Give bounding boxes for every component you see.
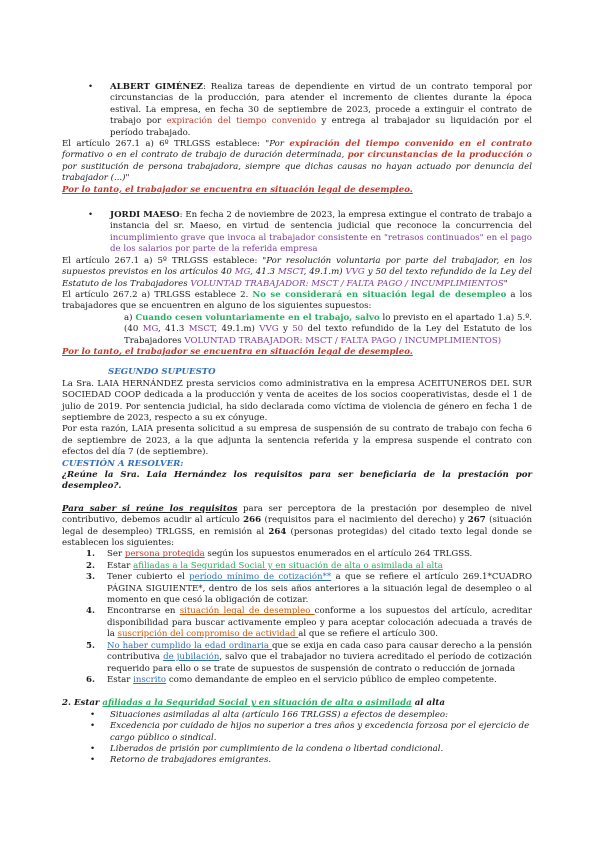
bullet-icon: •	[90, 709, 96, 720]
question-text: ¿Reúne la Sra. Laia Hernández los requisitos para ser beneficiaria de la prestación por desempleo?.	[62, 470, 532, 492]
requirement-link[interactable]: período mínimo de cotización**	[189, 572, 332, 583]
situations-list	[62, 710, 532, 767]
requirement-link[interactable]: de jubilación	[163, 652, 220, 663]
highlight-text: incumplimiento grave que invoca al trabajador consistente en "retrasos continuados" en el pago de los salarios por parte de la referida empresa	[110, 232, 532, 255]
case-name: JORDI MAESO	[110, 210, 180, 221]
conclusion: Por lo tanto, el trabajador se encuentra en situación legal de desempleo.	[62, 346, 413, 357]
bullet-icon: •	[88, 82, 94, 92]
case-paragraph: La Sra. LAIA HERNÁNDEZ presta servicios como administrativa en la empresa ACEITUNEROS DEL SUR SOCIEDAD COOP dedicada a la producción y venta de aceites de los socios cooperativistas, desde el 1 de julio de 2019. Por sentencia judicial, ha sido declarada como víctima de violencia de género en fecha 1 de septiembre de 2023, respecto a su ex cónyuge.	[62, 378, 532, 423]
list-item: 4. Encontrarse en situación legal de desempleo conforme a los supuestos del artículo, acreditar disponibilidad para buscar activamente empleo y para aceptar colocación adecuada a través de la suscripción del compromiso de actividad al que se refiere el artículo 300.	[86, 606, 533, 640]
case-jordi-paragraph: • JORDI MAESO: En fecha 2 de noviembre de 2023, la empresa extingue el contrato de trabajo a instancia del sr. Maeso, en virtud de sentencia judicial que reconoce la concurrencia del incumplimiento grave que invoca al trabajador consistente en "retrasos continuados" en el pago de los salarios por parte de la referida empresa	[88, 210, 532, 255]
case-name: ALBERT GIMÉNEZ	[110, 82, 204, 92]
list-item: 1. Ser persona protegida según los supuestos enumerados en el artículo 264 TRLGSS.	[86, 549, 473, 560]
requirement-link[interactable]: suscripción del compromiso de actividad	[117, 629, 299, 640]
list-item: 6. Estar inscrito como demandante de empleo en el servicio público de empleo competente.	[86, 674, 497, 685]
document-page	[62, 82, 532, 767]
list-item: • Liberados de prisión por cumplimiento de la condena o libertad condicional.	[90, 743, 444, 754]
section-heading: SEGUNDO SUPUESTO	[108, 367, 216, 378]
requirement-link[interactable]: inscrito	[133, 674, 167, 685]
highlight-text: expiración del tiempo convenido	[166, 116, 317, 127]
question-heading: CUESTIÓN A RESOLVER:	[62, 458, 184, 469]
list-item: 3. Tener cubierto el período mínimo de cotización** a que se refiere el artículo 269.1*CUADRO PÁGINA SIGUIENTE*, dentro de los seis años anteriores a la situación legal de desempleo o al momento en que cesó la obligación de cotizar.	[86, 572, 532, 606]
requirement-link[interactable]: No haber cumplido la edad ordinaria	[107, 640, 272, 651]
case-paragraph: Por esta razón, LAIA presenta solicitud a su empresa de suspensión de su contrato de trabajo con fecha 6 de septiembre de 2023, a la que adjunta la sentencia referida y la empresa suspende el contrato con efectos del día 7 (de septiembre).	[62, 424, 532, 458]
list-item: • Excedencia por cuidado de hijos no superior a tres años y excedencia forzosa por el ejercicio de cargo público o sindical.	[90, 721, 530, 743]
bullet-icon: •	[90, 721, 96, 732]
requirement-link[interactable]: situación legal de desempleo	[179, 606, 315, 617]
list-item: • Situaciones asimiladas al alta (artículo 166 TRLGSS) a efectos de desempleo:	[90, 709, 448, 720]
requirement-link[interactable]: persona protegida	[124, 549, 205, 560]
section2-heading: 2. Estar afiliadas a la Seguridad Social y en situación de alta o asimilada al alta	[62, 698, 445, 709]
requirements-intro: Para saber si reúne los requisitos para ser perceptora de la prestación por desempleo de nivel contributivo, debemos acudir al artículo 266 (requisitos para el nacimiento del derecho) y 267 (situación legal de desempleo) TRLGSS, en remisión al 264 (personas protegidas) del citado texto legal donde se establecen los siguientes:	[62, 503, 532, 549]
article-citation: El artículo 267.1 a) 6º TRLGSS establece: "Por expiración del tiempo convenido en el contrato formativo o en el contrato de trabajo de duración determinada, por circunstancias de la producción o por sustitución de persona trabajadora, siempre que dichas causas no hayan actuado por denuncia del trabajador (...)"	[62, 139, 532, 184]
article-subpoint: a) Cuando cesen voluntariamente en el trabajo, salvo lo previsto en el apartado 1.a) 5.º. (40 MG, 41.3 MSCT, 49.1.m) VVG y 50 del texto refundido de la Ley del Estatuto de los Trabajadores VOLUNTAD TRABAJADOR: MSCT / FALTA PAGO / INCUMPLIMIENTOS)	[124, 312, 532, 346]
article-citation-2: El artículo 267.2 a) TRLGSS establece 2. No se considerará en situación legal de desempleo a los trabajadores que se encuentren en alguno de los siguientes supuestos:	[62, 289, 532, 312]
conclusion: Por lo tanto, el trabajador se encuentra en situación legal de desempleo.	[62, 184, 413, 195]
list-item: 2. Estar afiliadas a la Seguridad Social y en situación de alta o asimilada al alta	[86, 560, 443, 571]
bullet-icon: •	[88, 210, 94, 221]
list-item: • Retorno de trabajadores emigrantes.	[90, 755, 272, 766]
article-citation: El artículo 267.1 a) 5º TRLGSS establece: "Por resolución voluntaria por parte del trabajador, en los supuestos previstos en los artículos 40 MG, 41.3 MSCT, 49.1.m) VVG y 50 del texto refundido de la Ley del Estatuto de los Trabajadores VOLUNTAD TRABAJADOR: MSCT / FALTA PAGO / INCUMPLIMIENTOS"	[62, 255, 532, 289]
requirements-list	[62, 549, 532, 686]
list-item: 5. No haber cumplido la edad ordinaria que se exija en cada caso para causar derecho a la pensión contributiva de jubilación, salvo que el trabajador no tuviera acreditado el período de cotización requerido para ello o se trate de supuestos de suspensión de contrato o reducción de jornada	[86, 640, 532, 674]
bullet-icon: •	[90, 743, 96, 754]
case-albert-paragraph: • ALBERT GIMÉNEZ: Realiza tareas de dependiente en virtud de un contrato temporal por circunstancias de la producción, para atender el incremento de clientes durante la época estival. La empresa, en fecha 30 de septiembre de 2023, procede a extinguir el contrato de trabajo por expiración del tiempo convenido y entrega al trabajador su liquidación por el período trabajado.	[88, 82, 533, 138]
requirement-link[interactable]: afiliadas a la Seguridad Social y en situación de alta o asimilada al alta	[133, 560, 443, 571]
bullet-icon: •	[90, 755, 96, 766]
